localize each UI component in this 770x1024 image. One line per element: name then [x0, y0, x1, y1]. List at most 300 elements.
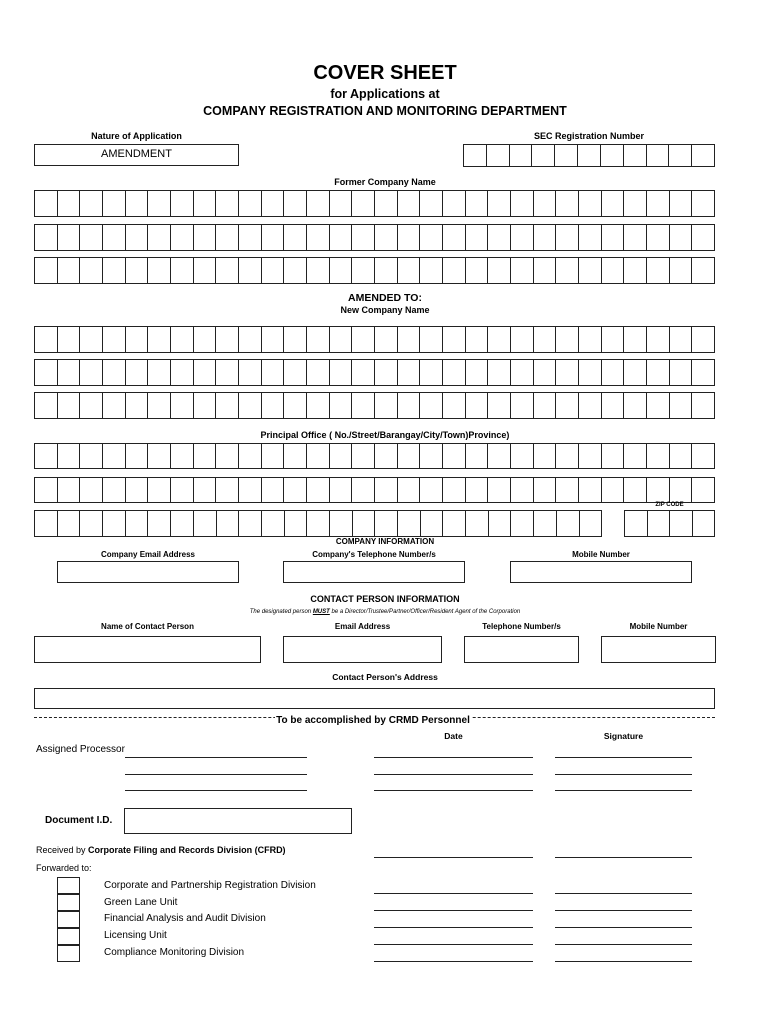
character-box[interactable]	[80, 444, 103, 468]
character-box[interactable]	[670, 258, 693, 283]
character-box[interactable]	[488, 393, 511, 418]
character-box[interactable]	[103, 360, 126, 385]
character-box[interactable]	[375, 360, 398, 385]
character-box[interactable]	[35, 258, 58, 283]
character-box[interactable]	[487, 145, 510, 166]
assigned-processor-line-2[interactable]	[125, 774, 307, 775]
character-box[interactable]	[624, 258, 647, 283]
character-box[interactable]	[534, 327, 557, 352]
character-box[interactable]	[579, 444, 602, 468]
character-box[interactable]	[103, 393, 126, 418]
character-box[interactable]	[126, 191, 149, 216]
character-box[interactable]	[217, 511, 240, 536]
character-box[interactable]	[511, 444, 534, 468]
character-box[interactable]	[464, 145, 487, 166]
character-box[interactable]	[532, 145, 555, 166]
new-company-name-row-2[interactable]	[34, 359, 715, 386]
character-box[interactable]	[670, 360, 693, 385]
contact-email-input[interactable]	[283, 636, 442, 663]
character-box[interactable]	[420, 258, 443, 283]
character-box[interactable]	[307, 478, 330, 502]
character-box[interactable]	[398, 393, 421, 418]
character-box[interactable]	[647, 258, 670, 283]
assigned-processor-signature-line-2[interactable]	[555, 774, 692, 775]
character-box[interactable]	[443, 191, 466, 216]
forward-signature-line-1[interactable]	[555, 893, 692, 894]
character-box[interactable]	[80, 393, 103, 418]
character-box[interactable]	[488, 327, 511, 352]
character-box[interactable]	[330, 393, 353, 418]
character-box[interactable]	[148, 327, 171, 352]
character-box[interactable]	[534, 360, 557, 385]
character-box[interactable]	[555, 145, 578, 166]
character-box[interactable]	[284, 191, 307, 216]
character-box[interactable]	[216, 393, 239, 418]
character-box[interactable]	[148, 511, 171, 536]
character-box[interactable]	[669, 145, 692, 166]
character-box[interactable]	[670, 327, 693, 352]
character-box[interactable]	[443, 360, 466, 385]
character-box[interactable]	[579, 258, 602, 283]
character-box[interactable]	[262, 393, 285, 418]
character-box[interactable]	[285, 511, 308, 536]
character-box[interactable]	[398, 360, 421, 385]
contact-address-input[interactable]	[34, 688, 715, 709]
character-box[interactable]	[488, 258, 511, 283]
character-box[interactable]	[194, 393, 217, 418]
character-box[interactable]	[489, 511, 512, 536]
character-box[interactable]	[692, 360, 714, 385]
character-box[interactable]	[534, 444, 557, 468]
forward-signature-line-2[interactable]	[555, 910, 692, 911]
character-box[interactable]	[80, 360, 103, 385]
character-box[interactable]	[670, 191, 693, 216]
character-box[interactable]	[398, 478, 421, 502]
character-box[interactable]	[126, 393, 149, 418]
character-box[interactable]	[670, 225, 693, 250]
character-box[interactable]	[375, 258, 398, 283]
forward-date-line-3[interactable]	[374, 927, 533, 928]
character-box[interactable]	[624, 393, 647, 418]
principal-office-row-3[interactable]	[34, 510, 602, 537]
character-box[interactable]	[126, 444, 149, 468]
character-box[interactable]	[80, 191, 103, 216]
character-box[interactable]	[262, 327, 285, 352]
character-box[interactable]	[126, 327, 149, 352]
character-box[interactable]	[375, 225, 398, 250]
character-box[interactable]	[330, 191, 353, 216]
assigned-processor-date-line-1[interactable]	[374, 757, 533, 758]
character-box[interactable]	[35, 191, 58, 216]
character-box[interactable]	[466, 191, 489, 216]
character-box[interactable]	[148, 444, 171, 468]
forward-checkbox-faad[interactable]	[57, 911, 80, 928]
character-box[interactable]	[239, 225, 262, 250]
character-box[interactable]	[624, 191, 647, 216]
character-box[interactable]	[647, 327, 670, 352]
character-box[interactable]	[692, 145, 714, 166]
character-box[interactable]	[35, 360, 58, 385]
character-box[interactable]	[510, 145, 533, 166]
forward-date-line-4[interactable]	[374, 944, 533, 945]
character-box[interactable]	[126, 478, 149, 502]
character-box[interactable]	[80, 478, 103, 502]
character-box[interactable]	[398, 444, 421, 468]
character-box[interactable]	[443, 327, 466, 352]
character-box[interactable]	[466, 478, 489, 502]
character-box[interactable]	[126, 360, 149, 385]
character-box[interactable]	[420, 225, 443, 250]
character-box[interactable]	[35, 478, 58, 502]
character-box[interactable]	[284, 258, 307, 283]
character-box[interactable]	[420, 393, 443, 418]
character-box[interactable]	[58, 327, 81, 352]
character-box[interactable]	[35, 327, 58, 352]
character-box[interactable]	[80, 511, 103, 536]
character-box[interactable]	[534, 258, 557, 283]
character-box[interactable]	[80, 327, 103, 352]
character-box[interactable]	[556, 191, 579, 216]
character-box[interactable]	[398, 258, 421, 283]
character-box[interactable]	[171, 360, 194, 385]
character-box[interactable]	[511, 393, 534, 418]
character-box[interactable]	[307, 258, 330, 283]
zip-code-boxes[interactable]	[624, 510, 715, 537]
character-box[interactable]	[148, 478, 171, 502]
character-box[interactable]	[35, 444, 58, 468]
character-box[interactable]	[648, 511, 671, 536]
character-box[interactable]	[284, 360, 307, 385]
character-box[interactable]	[375, 191, 398, 216]
character-box[interactable]	[602, 191, 625, 216]
document-id-input[interactable]	[124, 808, 352, 834]
character-box[interactable]	[624, 444, 647, 468]
character-box[interactable]	[148, 258, 171, 283]
character-box[interactable]	[625, 511, 648, 536]
character-box[interactable]	[330, 444, 353, 468]
nature-of-application-field[interactable]	[34, 144, 239, 166]
character-box[interactable]	[443, 393, 466, 418]
character-box[interactable]	[624, 327, 647, 352]
character-box[interactable]	[420, 191, 443, 216]
character-box[interactable]	[511, 511, 534, 536]
character-box[interactable]	[443, 225, 466, 250]
character-box[interactable]	[375, 393, 398, 418]
character-box[interactable]	[488, 478, 511, 502]
character-box[interactable]	[284, 444, 307, 468]
character-box[interactable]	[511, 225, 534, 250]
character-box[interactable]	[579, 327, 602, 352]
contact-mobile-input[interactable]	[601, 636, 716, 663]
character-box[interactable]	[239, 393, 262, 418]
character-box[interactable]	[239, 258, 262, 283]
sec-registration-number-boxes[interactable]	[463, 144, 715, 167]
forward-signature-line-4[interactable]	[555, 944, 692, 945]
character-box[interactable]	[307, 191, 330, 216]
character-box[interactable]	[330, 360, 353, 385]
character-box[interactable]	[692, 393, 714, 418]
character-box[interactable]	[103, 258, 126, 283]
character-box[interactable]	[126, 258, 149, 283]
character-box[interactable]	[602, 360, 625, 385]
forward-checkbox-licensing[interactable]	[57, 928, 80, 945]
character-box[interactable]	[647, 444, 670, 468]
character-box[interactable]	[58, 511, 81, 536]
forward-date-line-1[interactable]	[374, 893, 533, 894]
character-box[interactable]	[602, 225, 625, 250]
character-box[interactable]	[194, 511, 217, 536]
assigned-processor-line-3[interactable]	[125, 790, 307, 791]
character-box[interactable]	[194, 191, 217, 216]
character-box[interactable]	[624, 225, 647, 250]
character-box[interactable]	[262, 191, 285, 216]
character-box[interactable]	[126, 511, 149, 536]
character-box[interactable]	[239, 191, 262, 216]
character-box[interactable]	[103, 191, 126, 216]
character-box[interactable]	[670, 478, 693, 502]
character-box[interactable]	[58, 478, 81, 502]
character-box[interactable]	[216, 444, 239, 468]
character-box[interactable]	[239, 511, 262, 536]
character-box[interactable]	[171, 393, 194, 418]
character-box[interactable]	[511, 360, 534, 385]
character-box[interactable]	[239, 360, 262, 385]
character-box[interactable]	[126, 225, 149, 250]
character-box[interactable]	[375, 444, 398, 468]
character-box[interactable]	[80, 225, 103, 250]
character-box[interactable]	[693, 511, 715, 536]
new-company-name-row-1[interactable]	[34, 326, 715, 353]
character-box[interactable]	[58, 225, 81, 250]
character-box[interactable]	[692, 444, 714, 468]
character-box[interactable]	[488, 360, 511, 385]
character-box[interactable]	[284, 393, 307, 418]
character-box[interactable]	[352, 360, 375, 385]
character-box[interactable]	[579, 360, 602, 385]
character-box[interactable]	[284, 478, 307, 502]
character-box[interactable]	[602, 393, 625, 418]
principal-office-row-1[interactable]	[34, 443, 715, 469]
received-date-line[interactable]	[374, 857, 533, 858]
character-box[interactable]	[602, 258, 625, 283]
character-box[interactable]	[262, 225, 285, 250]
character-box[interactable]	[307, 327, 330, 352]
forward-date-line-2[interactable]	[374, 910, 533, 911]
character-box[interactable]	[58, 360, 81, 385]
character-box[interactable]	[35, 393, 58, 418]
new-company-name-row-3[interactable]	[34, 392, 715, 419]
character-box[interactable]	[262, 478, 285, 502]
character-box[interactable]	[194, 258, 217, 283]
character-box[interactable]	[216, 225, 239, 250]
character-box[interactable]	[262, 511, 285, 536]
character-box[interactable]	[601, 145, 624, 166]
character-box[interactable]	[466, 225, 489, 250]
character-box[interactable]	[579, 478, 602, 502]
character-box[interactable]	[148, 191, 171, 216]
assigned-processor-signature-line-1[interactable]	[555, 757, 692, 758]
character-box[interactable]	[443, 478, 466, 502]
character-box[interactable]	[330, 478, 353, 502]
character-box[interactable]	[103, 225, 126, 250]
character-box[interactable]	[194, 444, 217, 468]
character-box[interactable]	[511, 478, 534, 502]
character-box[interactable]	[284, 327, 307, 352]
character-box[interactable]	[579, 191, 602, 216]
character-box[interactable]	[35, 225, 58, 250]
character-box[interactable]	[58, 393, 81, 418]
character-box[interactable]	[284, 225, 307, 250]
character-box[interactable]	[58, 444, 81, 468]
character-box[interactable]	[262, 258, 285, 283]
forward-checkbox-cmd[interactable]	[57, 945, 80, 962]
character-box[interactable]	[330, 511, 353, 536]
contact-telephone-input[interactable]	[464, 636, 579, 663]
character-box[interactable]	[647, 478, 670, 502]
character-box[interactable]	[692, 258, 714, 283]
character-box[interactable]	[488, 444, 511, 468]
character-box[interactable]	[556, 360, 579, 385]
character-box[interactable]	[171, 258, 194, 283]
company-mobile-input[interactable]	[510, 561, 692, 583]
character-box[interactable]	[352, 444, 375, 468]
received-signature-line[interactable]	[555, 857, 692, 858]
assigned-processor-date-line-2[interactable]	[374, 774, 533, 775]
character-box[interactable]	[171, 327, 194, 352]
character-box[interactable]	[375, 327, 398, 352]
forward-checkbox-green-lane[interactable]	[57, 894, 80, 911]
character-box[interactable]	[556, 327, 579, 352]
character-box[interactable]	[443, 511, 466, 536]
character-box[interactable]	[352, 393, 375, 418]
character-box[interactable]	[216, 478, 239, 502]
character-box[interactable]	[58, 191, 81, 216]
character-box[interactable]	[488, 191, 511, 216]
character-box[interactable]	[534, 191, 557, 216]
character-box[interactable]	[421, 511, 444, 536]
character-box[interactable]	[534, 478, 557, 502]
character-box[interactable]	[420, 360, 443, 385]
character-box[interactable]	[466, 393, 489, 418]
character-box[interactable]	[216, 191, 239, 216]
character-box[interactable]	[647, 191, 670, 216]
character-box[interactable]	[194, 225, 217, 250]
character-box[interactable]	[307, 360, 330, 385]
character-box[interactable]	[579, 225, 602, 250]
character-box[interactable]	[579, 393, 602, 418]
character-box[interactable]	[148, 225, 171, 250]
forward-checkbox-cprd[interactable]	[57, 877, 80, 894]
character-box[interactable]	[239, 444, 262, 468]
character-box[interactable]	[602, 327, 625, 352]
character-box[interactable]	[398, 191, 421, 216]
character-box[interactable]	[171, 225, 194, 250]
character-box[interactable]	[624, 145, 647, 166]
character-box[interactable]	[692, 225, 714, 250]
character-box[interactable]	[80, 258, 103, 283]
company-telephone-input[interactable]	[283, 561, 465, 583]
character-box[interactable]	[307, 393, 330, 418]
character-box[interactable]	[647, 145, 670, 166]
character-box[interactable]	[466, 327, 489, 352]
principal-office-row-2[interactable]	[34, 477, 715, 503]
former-company-name-row-2[interactable]	[34, 224, 715, 251]
character-box[interactable]	[307, 444, 330, 468]
character-box[interactable]	[330, 327, 353, 352]
character-box[interactable]	[534, 393, 557, 418]
contact-name-input[interactable]	[34, 636, 261, 663]
character-box[interactable]	[556, 393, 579, 418]
character-box[interactable]	[239, 478, 262, 502]
character-box[interactable]	[534, 225, 557, 250]
character-box[interactable]	[580, 511, 602, 536]
character-box[interactable]	[647, 360, 670, 385]
character-box[interactable]	[352, 225, 375, 250]
character-box[interactable]	[352, 258, 375, 283]
character-box[interactable]	[171, 191, 194, 216]
character-box[interactable]	[216, 258, 239, 283]
character-box[interactable]	[171, 511, 194, 536]
character-box[interactable]	[556, 258, 579, 283]
character-box[interactable]	[103, 327, 126, 352]
character-box[interactable]	[375, 511, 398, 536]
character-box[interactable]	[670, 444, 693, 468]
character-box[interactable]	[375, 478, 398, 502]
character-box[interactable]	[171, 478, 194, 502]
character-box[interactable]	[692, 191, 714, 216]
assigned-processor-signature-line-3[interactable]	[555, 790, 692, 791]
character-box[interactable]	[556, 478, 579, 502]
character-box[interactable]	[602, 478, 625, 502]
forward-date-line-5[interactable]	[374, 961, 533, 962]
character-box[interactable]	[194, 327, 217, 352]
character-box[interactable]	[420, 478, 443, 502]
character-box[interactable]	[466, 360, 489, 385]
company-email-input[interactable]	[57, 561, 239, 583]
character-box[interactable]	[647, 225, 670, 250]
character-box[interactable]	[420, 444, 443, 468]
character-box[interactable]	[511, 327, 534, 352]
character-box[interactable]	[557, 511, 580, 536]
character-box[interactable]	[194, 478, 217, 502]
character-box[interactable]	[578, 145, 601, 166]
character-box[interactable]	[692, 478, 714, 502]
character-box[interactable]	[443, 258, 466, 283]
character-box[interactable]	[443, 444, 466, 468]
former-company-name-row-3[interactable]	[34, 257, 715, 284]
character-box[interactable]	[148, 393, 171, 418]
character-box[interactable]	[330, 258, 353, 283]
character-box[interactable]	[670, 511, 693, 536]
character-box[interactable]	[103, 478, 126, 502]
character-box[interactable]	[194, 360, 217, 385]
character-box[interactable]	[556, 225, 579, 250]
character-box[interactable]	[398, 327, 421, 352]
character-box[interactable]	[466, 511, 489, 536]
character-box[interactable]	[488, 225, 511, 250]
character-box[interactable]	[103, 511, 126, 536]
assigned-processor-date-line-3[interactable]	[374, 790, 533, 791]
character-box[interactable]	[602, 444, 625, 468]
character-box[interactable]	[556, 444, 579, 468]
character-box[interactable]	[352, 478, 375, 502]
character-box[interactable]	[352, 191, 375, 216]
character-box[interactable]	[466, 444, 489, 468]
character-box[interactable]	[216, 360, 239, 385]
former-company-name-row-1[interactable]	[34, 190, 715, 217]
character-box[interactable]	[692, 327, 714, 352]
character-box[interactable]	[216, 327, 239, 352]
